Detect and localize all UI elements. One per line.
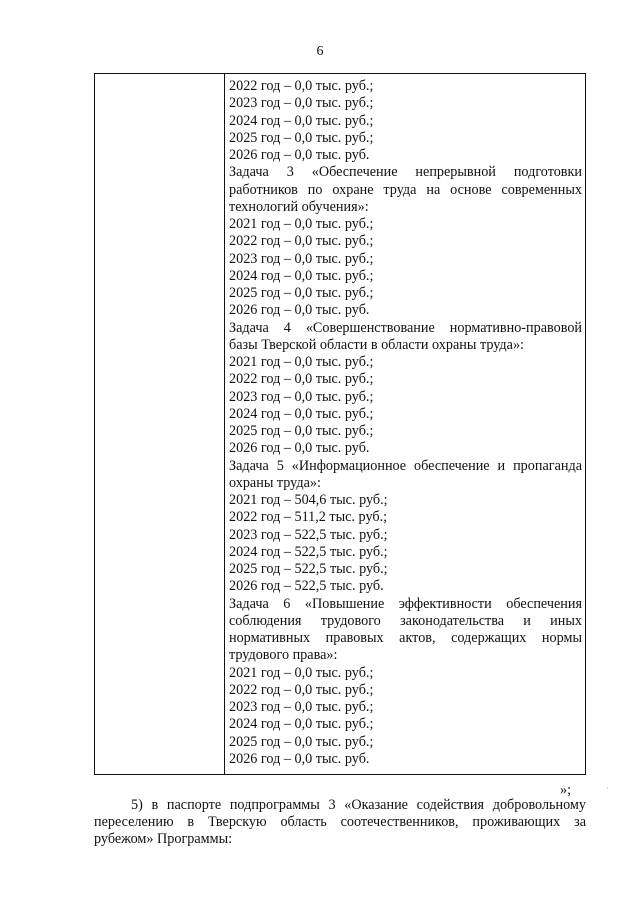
cell-line: нормативных правовых актов, содержащих нормы bbox=[229, 630, 582, 646]
table-column-divider bbox=[224, 74, 225, 774]
cell-line: 2026 год – 522,5 тыс. руб. bbox=[229, 578, 384, 595]
cell-line: 2021 год – 0,0 тыс. руб.; bbox=[229, 354, 374, 370]
cell-line: Задача 6 «Повышение эффективности обеспечения bbox=[229, 595, 582, 612]
cell-line: 2024 год – 0,0 тыс. руб.; bbox=[229, 112, 374, 129]
scan-speck: · bbox=[606, 784, 609, 793]
cell-line: соблюдения трудового законодательства и иных bbox=[229, 612, 582, 629]
cell-line: 2024 год – 0,0 тыс. руб.; bbox=[229, 405, 374, 422]
cell-line: 2025 год – 0,0 тыс. руб.; bbox=[229, 129, 374, 146]
cell-line: 2021 год – 0,0 тыс. руб.; bbox=[229, 216, 374, 232]
cell-line: Задача 3 «Обеспечение непрерывной подготовки bbox=[229, 164, 582, 181]
page-number: 6 bbox=[316, 44, 324, 59]
cell-line: 2022 год – 511,2 тыс. руб.; bbox=[229, 509, 388, 526]
cell-line: технологий обучения»: bbox=[229, 198, 369, 215]
financing-cell bbox=[229, 78, 582, 768]
cell-line: 2024 год – 0,0 тыс. руб.; bbox=[229, 716, 374, 733]
cell-line: 2022 год – 0,0 тыс. руб.; bbox=[229, 233, 374, 250]
amendment-paragraph bbox=[94, 797, 586, 849]
cell-line: 2025 год – 0,0 тыс. руб.; bbox=[229, 423, 374, 439]
paragraph-line: рубежом» Программы: bbox=[94, 831, 233, 848]
cell-line: 2024 год – 0,0 тыс. руб.; bbox=[229, 267, 374, 284]
cell-line: 2022 год – 0,0 тыс. руб.; bbox=[229, 681, 374, 698]
cell-line: 2026 год – 0,0 тыс. руб. bbox=[229, 750, 370, 767]
cell-line: 2026 год – 0,0 тыс. руб. bbox=[229, 147, 370, 163]
paragraph-line: 5) в паспорте подпрограммы 3 «Оказание содействия добровольному bbox=[131, 797, 586, 813]
cell-line: 2025 год – 522,5 тыс. руб.; bbox=[229, 561, 388, 577]
cell-line: Задача 5 «Информационное обеспечение и пропаганда bbox=[229, 457, 582, 474]
cell-line: 2025 год – 0,0 тыс. руб.; bbox=[229, 285, 374, 301]
cell-line: 2023 год – 0,0 тыс. руб.; bbox=[229, 95, 374, 112]
closing-quote: »; bbox=[560, 782, 572, 798]
passport-table bbox=[94, 73, 586, 775]
cell-line: 2023 год – 0,0 тыс. руб.; bbox=[229, 388, 374, 405]
cell-line: 2022 год – 0,0 тыс. руб.; bbox=[229, 371, 374, 388]
cell-line: трудового права»: bbox=[229, 647, 338, 664]
cell-line: 2024 год – 522,5 тыс. руб.; bbox=[229, 543, 388, 560]
cell-line: работников по охране труда на основе современных bbox=[229, 181, 582, 198]
cell-line: 2021 год – 0,0 тыс. руб.; bbox=[229, 664, 374, 681]
cell-line: охраны труда»: bbox=[229, 474, 321, 491]
cell-line: 2026 год – 0,0 тыс. руб. bbox=[229, 302, 370, 319]
cell-line: 2025 год – 0,0 тыс. руб.; bbox=[229, 733, 374, 750]
cell-line: 2023 год – 522,5 тыс. руб.; bbox=[229, 526, 388, 543]
cell-line: 2021 год – 504,6 тыс. руб.; bbox=[229, 492, 388, 508]
cell-line: 2023 год – 0,0 тыс. руб.; bbox=[229, 699, 374, 715]
cell-line: 2023 год – 0,0 тыс. руб.; bbox=[229, 250, 374, 267]
cell-line: 2026 год – 0,0 тыс. руб. bbox=[229, 440, 370, 457]
cell-line: 2022 год – 0,0 тыс. руб.; bbox=[229, 78, 374, 94]
cell-line: базы Тверской области в области охраны труда»: bbox=[229, 336, 524, 353]
cell-line: Задача 4 «Совершенствование нормативно-правовой bbox=[229, 319, 582, 336]
paragraph-line: переселению в Тверскую область соотечественников, проживающих за bbox=[94, 814, 586, 831]
